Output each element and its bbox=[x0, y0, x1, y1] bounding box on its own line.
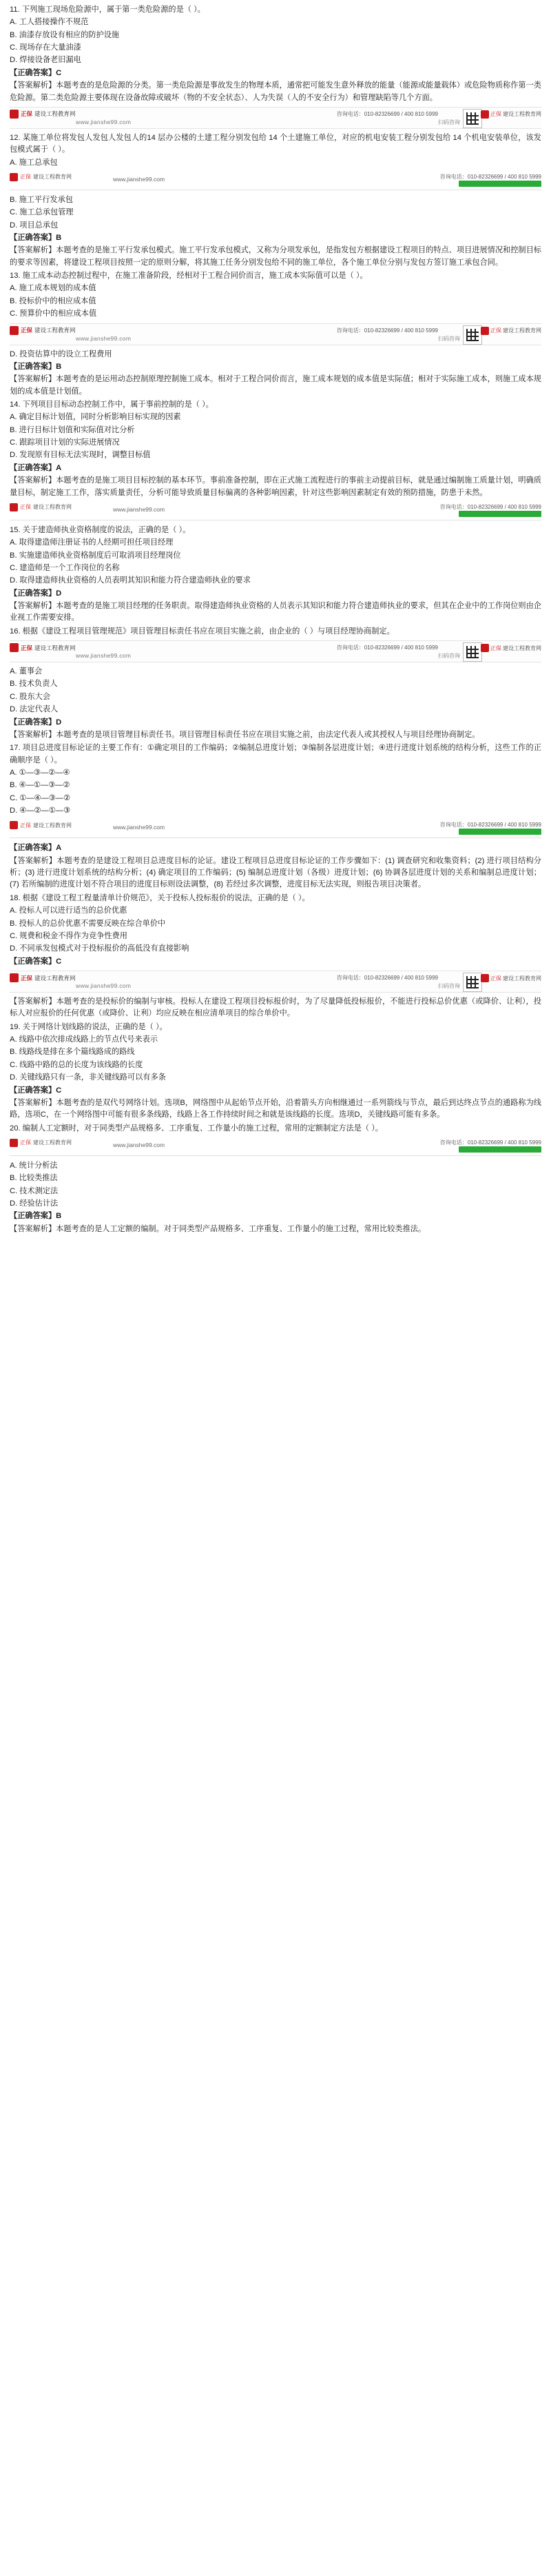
red-square-logo-icon bbox=[481, 110, 489, 119]
option-b: B. 投标价中的相应成本值 bbox=[10, 296, 96, 305]
brand-name-red: 正保 bbox=[21, 110, 33, 118]
brand-logo-right bbox=[481, 327, 541, 335]
option-b: B. 进行目标计划值和实际值对比分析 bbox=[10, 425, 135, 434]
site-url: www.jianshe99.com bbox=[76, 334, 132, 342]
red-square-logo-icon bbox=[481, 327, 489, 335]
phone-text: 咨询电话：010-82326699 / 400 810 5999 bbox=[336, 645, 438, 651]
explanation-line: 【答案解析】本题考查的是运用动态控制原理控制施工成本。相对于工程合同价而言，施工成本规划的成本值是实际值；相对于实际施工成本，则施工成本规划的成本值是计划值。 bbox=[10, 375, 541, 396]
option-a: A. ①—③—②—④ bbox=[10, 768, 70, 777]
brand-name-dark: 建设工程教育网 bbox=[503, 111, 541, 118]
red-square-logo-icon bbox=[10, 326, 19, 335]
option-a: A. 统计分析法 bbox=[10, 1161, 58, 1170]
brand-name-dark: 建设工程教育网 bbox=[503, 975, 541, 982]
option-a: A. 施工总承包 bbox=[10, 158, 58, 167]
option-a: A. 确定目标计划值，同时分析影响目标实现的因素 bbox=[10, 413, 181, 422]
brand-logo bbox=[10, 326, 76, 335]
option-c: C. 建造师是一个工作岗位的名称 bbox=[10, 563, 120, 572]
brand-name-red: 正保 bbox=[21, 327, 33, 334]
option-d: D. 投资估算中的设立工程费用 bbox=[10, 349, 112, 358]
question-stem: 19. 关于网络计划线路的说法，正确的是（ ）。 bbox=[10, 1022, 167, 1031]
option-c: C. 技术测定法 bbox=[10, 1186, 59, 1195]
red-square-logo-icon bbox=[481, 644, 489, 652]
option-d: D. 关键线路只有一条，非关键线路可以有多条 bbox=[10, 1073, 166, 1082]
explanation-line: 【答案解析】本题考查的是施工平行发承包模式。施工平行发承包模式，又称为分项发承包，是指发包方根据建设工程项目的特点、项目进展情况和控制目标的要求等因素，将建设工程项目按照一定的原则分解，将其施工任务分别发包给不同的施工单位，各个施工单位分别与发包方签订施工承包合同。 bbox=[10, 246, 541, 267]
option-a: A. 施工成本规划的成本值 bbox=[10, 284, 96, 293]
brand-logo bbox=[10, 643, 76, 652]
qr-label: 扫码咨询 bbox=[438, 119, 460, 125]
brand-name-red: 正保 bbox=[21, 974, 33, 982]
qr-label: 扫码咨询 bbox=[438, 335, 460, 342]
green-bar bbox=[459, 829, 541, 835]
option-d: D. 焊接设备老旧漏电 bbox=[10, 56, 81, 65]
brand-name-dark: 建设工程教育网 bbox=[503, 327, 541, 334]
site-banner bbox=[10, 107, 541, 129]
question-stem: 20. 编制人工定额时，对于同类型产品规格多、工序重复、工作量小的施工过程，常用的定额制定方法是（ ）。 bbox=[10, 1124, 383, 1133]
question-block bbox=[10, 893, 541, 968]
question-block bbox=[10, 1123, 541, 1135]
brand-name-red: 正保 bbox=[20, 174, 31, 181]
site-url: www.jianshe99.com bbox=[113, 1141, 165, 1148]
brand-logo bbox=[10, 173, 72, 181]
answer-line: 【正确答案】B bbox=[10, 234, 62, 243]
question-block bbox=[10, 399, 541, 499]
brand-name-red: 正保 bbox=[21, 644, 33, 651]
explanation-line: 【答案解析】本题考查的是施工项目经理的任务职责。取得建造师执业资格的人员表示其知识和能力符合建造师执业的要求，但其在企业中的工作岗位则由企业视工作需要安排。 bbox=[10, 602, 541, 622]
phone-text: 咨询电话：010-82326699 / 400 810 5999 bbox=[336, 975, 438, 981]
brand-name-red: 正保 bbox=[490, 111, 501, 118]
explanation-line: 【答案解析】本题考查的是人工定额的编制。对于同类型产品规格多、工序重复、工作量小的施工过程，常用比较类推法。 bbox=[10, 1224, 426, 1233]
option-a: A. 取得建造师注册证书的人经期可担任项目经理 bbox=[10, 538, 174, 547]
site-url: www.jianshe99.com bbox=[76, 118, 132, 125]
brand-logo bbox=[10, 821, 72, 829]
option-c: C. 线路中路的总的长度为该线路的长度 bbox=[10, 1060, 143, 1069]
site-url: www.jianshe99.com bbox=[113, 175, 165, 183]
option-c: C. 施工总承包管理 bbox=[10, 208, 74, 217]
explanation-line: 【答案解析】本题考查的是项目管理目标责任书。项目管理目标责任书应在项目实施之前，由法定代表人或其授权人与项目经理协商制定。 bbox=[10, 730, 480, 739]
phone-text: 咨询电话：010-82326699 / 400 810 5999 bbox=[336, 327, 438, 334]
option-d: D. 项目总承包 bbox=[10, 221, 59, 230]
phone-text: 咨询电话：010-82326699 / 400 810 5999 bbox=[439, 1139, 541, 1146]
site-banner bbox=[10, 172, 541, 190]
question-block bbox=[10, 996, 541, 1020]
option-a: A. 投标人可以进行适当的总价优惠 bbox=[10, 906, 127, 915]
brand-name-dark: 建设工程教育网 bbox=[34, 327, 76, 334]
option-b: B. 实施建造师执业资格制度后可取消项目经理岗位 bbox=[10, 551, 181, 560]
qr-label: 扫码咨询 bbox=[438, 983, 460, 989]
phone-text: 咨询电话：010-82326699 / 400 810 5999 bbox=[336, 110, 438, 117]
brand-name-red: 正保 bbox=[490, 645, 501, 651]
site-banner bbox=[10, 971, 541, 993]
question-block bbox=[10, 270, 541, 320]
option-c: C. ①—④—③—② bbox=[10, 793, 70, 802]
phone-text: 咨询电话：010-82326699 / 400 810 5999 bbox=[439, 822, 541, 829]
answer-line: 【正确答案】C bbox=[10, 957, 62, 966]
site-banner bbox=[10, 820, 541, 838]
red-square-logo-icon bbox=[481, 974, 489, 982]
red-square-logo-icon bbox=[10, 973, 19, 982]
option-c: C. 现场存在大量油漆 bbox=[10, 43, 81, 52]
option-a: A. 线路中依次排成线路上的节点代号来表示 bbox=[10, 1035, 158, 1044]
answer-line: 【正确答案】C bbox=[10, 1086, 62, 1095]
question-block bbox=[10, 742, 541, 817]
option-c: C. 股东大会 bbox=[10, 692, 51, 701]
option-b: B. 技术负责人 bbox=[10, 680, 58, 689]
site-url: www.jianshe99.com bbox=[76, 652, 132, 660]
question-stem: 12. 某施工单位将发包人发包人发包人的14 层办公楼的土建工程分别发包给 14 个土建施工单位，对应的机电安装工程分别发包给 14 个机电安装单位，该发包模式属于（ ）。 bbox=[10, 133, 541, 154]
qr-label: 扫码咨询 bbox=[438, 653, 460, 660]
question-block bbox=[10, 4, 541, 104]
option-a: A. 工人搭接操作不规范 bbox=[10, 18, 89, 27]
option-b: B. ④—①—③—② bbox=[10, 781, 70, 790]
option-b: B. 比较类推法 bbox=[10, 1174, 58, 1183]
brand-name-dark: 建设工程教育网 bbox=[33, 1139, 72, 1146]
phone-text: 咨询电话：010-82326699 / 400 810 5999 bbox=[439, 503, 541, 510]
brand-logo bbox=[10, 503, 72, 511]
answer-line: 【正确答案】A bbox=[10, 463, 62, 472]
brand-name-dark: 建设工程教育网 bbox=[34, 110, 76, 118]
question-block bbox=[10, 666, 541, 741]
site-banner bbox=[10, 323, 541, 345]
explanation-line: 【答案解析】本题考查的是投标价的编制与审核。投标人在建设工程项目投标报价时，为了尽量降低投标报价，不能进行投标总价优惠（或降价、让利），投标人对应报价的任何优惠（或降价、让利）均应反映在相应清单项目的综合单价中。 bbox=[10, 997, 541, 1018]
site-url: www.jianshe99.com bbox=[113, 505, 165, 513]
qr-code-icon bbox=[463, 642, 482, 662]
phone-text: 咨询电话：010-82326699 / 400 810 5999 bbox=[439, 173, 541, 180]
answer-line: 【正确答案】D bbox=[10, 589, 62, 598]
qr-code-icon bbox=[463, 973, 482, 992]
option-d: D. ④—②—①—③ bbox=[10, 807, 70, 815]
brand-name-red: 正保 bbox=[490, 975, 501, 982]
site-url: www.jianshe99.com bbox=[76, 982, 132, 989]
option-b: B. 油漆存放设有相应的防护设施 bbox=[10, 30, 120, 39]
question-stem: 15. 关于建造师执业资格制度的说法，正确的是（ ）。 bbox=[10, 525, 191, 534]
option-a: A. 董事会 bbox=[10, 667, 43, 676]
brand-name-dark: 建设工程教育网 bbox=[33, 504, 72, 511]
green-bar bbox=[459, 1146, 541, 1153]
answer-line: 【正确答案】D bbox=[10, 718, 62, 727]
site-banner bbox=[10, 640, 541, 662]
option-b: B. 投标人的总价优惠不需要反映在综合单价中 bbox=[10, 919, 166, 928]
explanation-line: 【答案解析】本题考查的是施工项目目标控制的基本环节。事前准备控制，即在正式施工流程进行的事前主动提前目标，就是通过编制施工质量计划，明确质量目标，制定施工工作，落实质量责任，分析可能导致质量目标偏离的各种影响因素，针对这些影响因素制定有效的预防措施，防患于未然。 bbox=[10, 476, 541, 497]
site-banner bbox=[10, 502, 541, 520]
question-stem: 17. 项目总进度目标论证的主要工作有：①确定项目的工作编码；②编制总进度计划；③编制各层进度计划；④进行进度计划系统的结构分析，这些工作的正确顺序是（ ）。 bbox=[10, 744, 541, 764]
red-square-logo-icon bbox=[10, 173, 18, 181]
brand-name-dark: 建设工程教育网 bbox=[34, 644, 76, 651]
option-c: C. 跟踪项目计划的实际进展情况 bbox=[10, 438, 120, 447]
brand-logo bbox=[10, 973, 76, 982]
qr-code-icon bbox=[463, 109, 482, 128]
question-block bbox=[10, 194, 541, 269]
question-block bbox=[10, 842, 541, 891]
question-stem: 13. 施工成本动态控制过程中，在施工准备阶段，经相对于工程合同价而言，施工成本实际值可以是（ ）。 bbox=[10, 272, 368, 281]
question-block bbox=[10, 132, 541, 169]
brand-logo-right bbox=[481, 110, 541, 119]
question-stem: 18. 根据《建设工程工程量清单计价规范》，关于投标人投标报价的说法，正确的是（ ）。 bbox=[10, 893, 310, 902]
brand-logo-right bbox=[481, 974, 541, 982]
answer-line: 【正确答案】A bbox=[10, 844, 62, 853]
option-c: C. 规费和税金不得作为竞争性费用 bbox=[10, 931, 127, 940]
red-square-logo-icon bbox=[10, 643, 19, 652]
site-url: www.jianshe99.com bbox=[113, 824, 165, 831]
option-b: B. 施工平行发承包 bbox=[10, 195, 73, 204]
green-bar bbox=[459, 181, 541, 187]
brand-name-dark: 建设工程教育网 bbox=[33, 822, 72, 829]
site-banner bbox=[10, 1137, 541, 1156]
question-stem: 16. 根据《建设工程项目管理规范》项目管理目标责任书应在项目实施之前，由企业的（ ）与项目经理协商制定。 bbox=[10, 627, 395, 636]
qr-code-icon bbox=[463, 325, 482, 345]
explanation-line: 【答案解析】本题考查的是双代号网络计划。选项B，网络图中从起始节点开始，沿着箭头方向相继通过一系列箭线与节点，最后到达终点节点的通路称为线路，选项C，在一个网络图中可能有很多条线路，线路上各工作持续时间之和就是该线路的长度。选项D，关键线路可能有多条。 bbox=[10, 1098, 541, 1119]
option-c: C. 预算价中的相应成本值 bbox=[10, 310, 97, 318]
question-stem: 14. 下列项目目标动态控制工作中，属于事前控制的是（ ）。 bbox=[10, 400, 214, 409]
answer-line: 【正确答案】B bbox=[10, 362, 62, 371]
question-block bbox=[10, 1160, 541, 1235]
red-square-logo-icon bbox=[10, 110, 19, 119]
answer-line: 【正确答案】C bbox=[10, 68, 62, 77]
red-square-logo-icon bbox=[10, 1139, 18, 1147]
option-d: D. 发现原有目标无法实现时，调整目标值 bbox=[10, 451, 151, 460]
brand-logo bbox=[10, 110, 76, 119]
explanation-line: 【答案解析】本题考查的是危险源的分类。第一类危险源是事故发生的物理本质，通常把可能发生意外释放的能量（能源或能量载体）或危险物质称作第一类危险源。第二类危险源主要体现在设备故障或破坏（物的不安全状态）、人为失误（人的不安全行为）和管理缺陷等几个方面。 bbox=[10, 81, 541, 102]
explanation-line: 【答案解析】本题考查的是建设工程项目总进度目标的论证。建设工程项目总进度目标论证的工作步骤如下：(1) 调查研究和收集资料；(2) 进行项目结构分析；(3) 进行进度计划系统的结构分析；(4) 确定项目的工作编码；(5) 编制总进度计划（各级）进度计划；(6) 协调各层进度计划的关系和编制总进度计划；(7) 若所编制的进度计划不符合项目的进度目标则设法调整，(8) 若经过多次调整，进度目标无法实现，则报告项目决策者。 bbox=[10, 856, 541, 889]
brand-name-red: 正保 bbox=[20, 822, 31, 829]
brand-name-dark: 建设工程教育网 bbox=[503, 645, 541, 651]
brand-name-dark: 建设工程教育网 bbox=[34, 974, 76, 982]
document-page bbox=[0, 0, 551, 1250]
option-d: D. 取得建造师执业资格的人员表明其知识和能力符合建造师执业的要求 bbox=[10, 576, 251, 585]
red-square-logo-icon bbox=[10, 821, 18, 829]
brand-logo-right bbox=[481, 644, 541, 652]
option-b: B. 线路线是排在多个篇线路成的路线 bbox=[10, 1048, 135, 1057]
question-block bbox=[10, 1022, 541, 1122]
option-d: D. 法定代表人 bbox=[10, 705, 59, 714]
question-stem: 11. 下列施工现场危险源中，属于第一类危险源的是（ ）。 bbox=[10, 6, 205, 14]
question-block bbox=[10, 525, 541, 625]
brand-name-dark: 建设工程教育网 bbox=[33, 174, 72, 181]
brand-name-red: 正保 bbox=[490, 327, 501, 334]
brand-name-red: 正保 bbox=[20, 1139, 31, 1146]
question-block bbox=[10, 349, 541, 398]
brand-name-red: 正保 bbox=[20, 504, 31, 511]
question-block bbox=[10, 626, 541, 638]
answer-line: 【正确答案】B bbox=[10, 1212, 62, 1221]
red-square-logo-icon bbox=[10, 503, 18, 511]
option-d: D. 不同承发包模式对于投标报价的高低没有直接影响 bbox=[10, 944, 189, 953]
brand-logo bbox=[10, 1139, 72, 1147]
option-d: D. 经验估计法 bbox=[10, 1199, 59, 1208]
green-bar bbox=[459, 511, 541, 517]
